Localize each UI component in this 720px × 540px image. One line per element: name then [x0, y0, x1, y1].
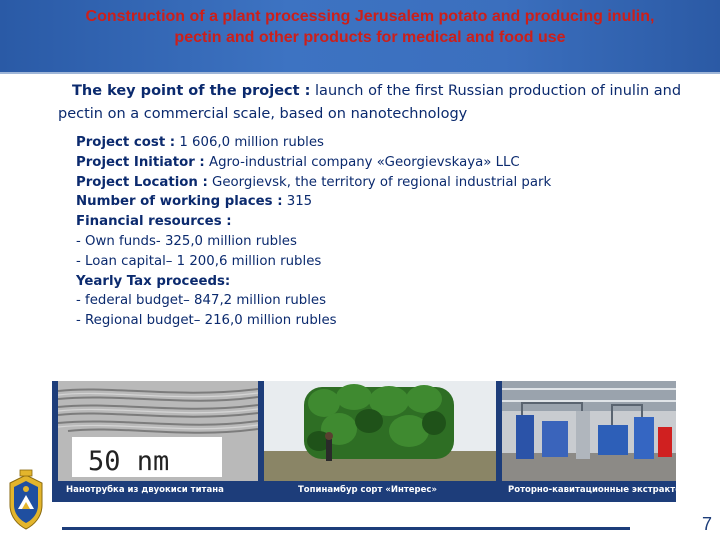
key-point-paragraph — [58, 80, 713, 126]
detail-label: Project Initiator : — [76, 154, 205, 170]
detail-row-financial — [76, 212, 696, 232]
photo-strip — [52, 381, 695, 502]
slide-number: 7 — [701, 514, 712, 534]
detail-row-federal — [76, 291, 696, 311]
detail-value: 1 606,0 million rubles — [175, 135, 324, 150]
key-point-label: The key point of the project : — [72, 83, 311, 99]
detail-label: Yearly Tax proceeds: — [76, 273, 231, 289]
detail-row-workplaces — [76, 192, 696, 212]
detail-value: - Own funds- 325,0 million rubles — [76, 233, 297, 249]
detail-row-cost — [76, 133, 696, 153]
scale-bar-label: 50 nm — [88, 446, 170, 477]
detail-label: Project cost : — [76, 135, 176, 150]
key-point-text: launch of the first Russian production of inulin and pectin on a commercial scale, based on nanotechnology — [58, 83, 682, 122]
detail-value: - Regional budget– 216,0 million rubles — [76, 313, 337, 329]
detail-label: Number of working places : — [76, 194, 283, 210]
slide-title: Construction of a plant processing Jerusalem potato and producing inulin, pectin and other products for medical and food use — [85, 8, 655, 46]
detail-value: 315 — [282, 194, 313, 210]
detail-label: Financial resources : — [76, 214, 232, 230]
detail-row-initiator — [76, 153, 696, 173]
coat-of-arms-emblem — [4, 469, 48, 531]
caption-nanotube: Нанотрубка из двуокиси титана — [66, 485, 224, 495]
footer-divider — [62, 527, 630, 530]
detail-value: - Loan capital– 1 200,6 million rubles — [76, 253, 322, 269]
detail-value: Agro-industrial company «Georgievskaya» LLC — [204, 154, 520, 170]
detail-label: Project Location : — [76, 174, 208, 190]
topinambur-photo — [264, 381, 496, 481]
project-details — [76, 133, 696, 331]
nanotube-photo — [58, 381, 258, 481]
header-banner — [0, 0, 720, 74]
detail-row-own-funds — [76, 232, 696, 252]
caption-extractors: Роторно-кавитационные экстракторы — [508, 485, 695, 495]
caption-topinambur: Топинамбур сорт «Интерес» — [298, 485, 437, 495]
detail-value: Georgievsk, the territory of regional industrial park — [207, 174, 552, 190]
detail-row-location — [76, 173, 696, 193]
detail-row-regional — [76, 311, 696, 331]
extractors-photo — [502, 381, 676, 481]
detail-row-tax — [76, 272, 696, 292]
detail-row-loan — [76, 252, 696, 272]
detail-value: - federal budget– 847,2 million rubles — [76, 293, 327, 309]
